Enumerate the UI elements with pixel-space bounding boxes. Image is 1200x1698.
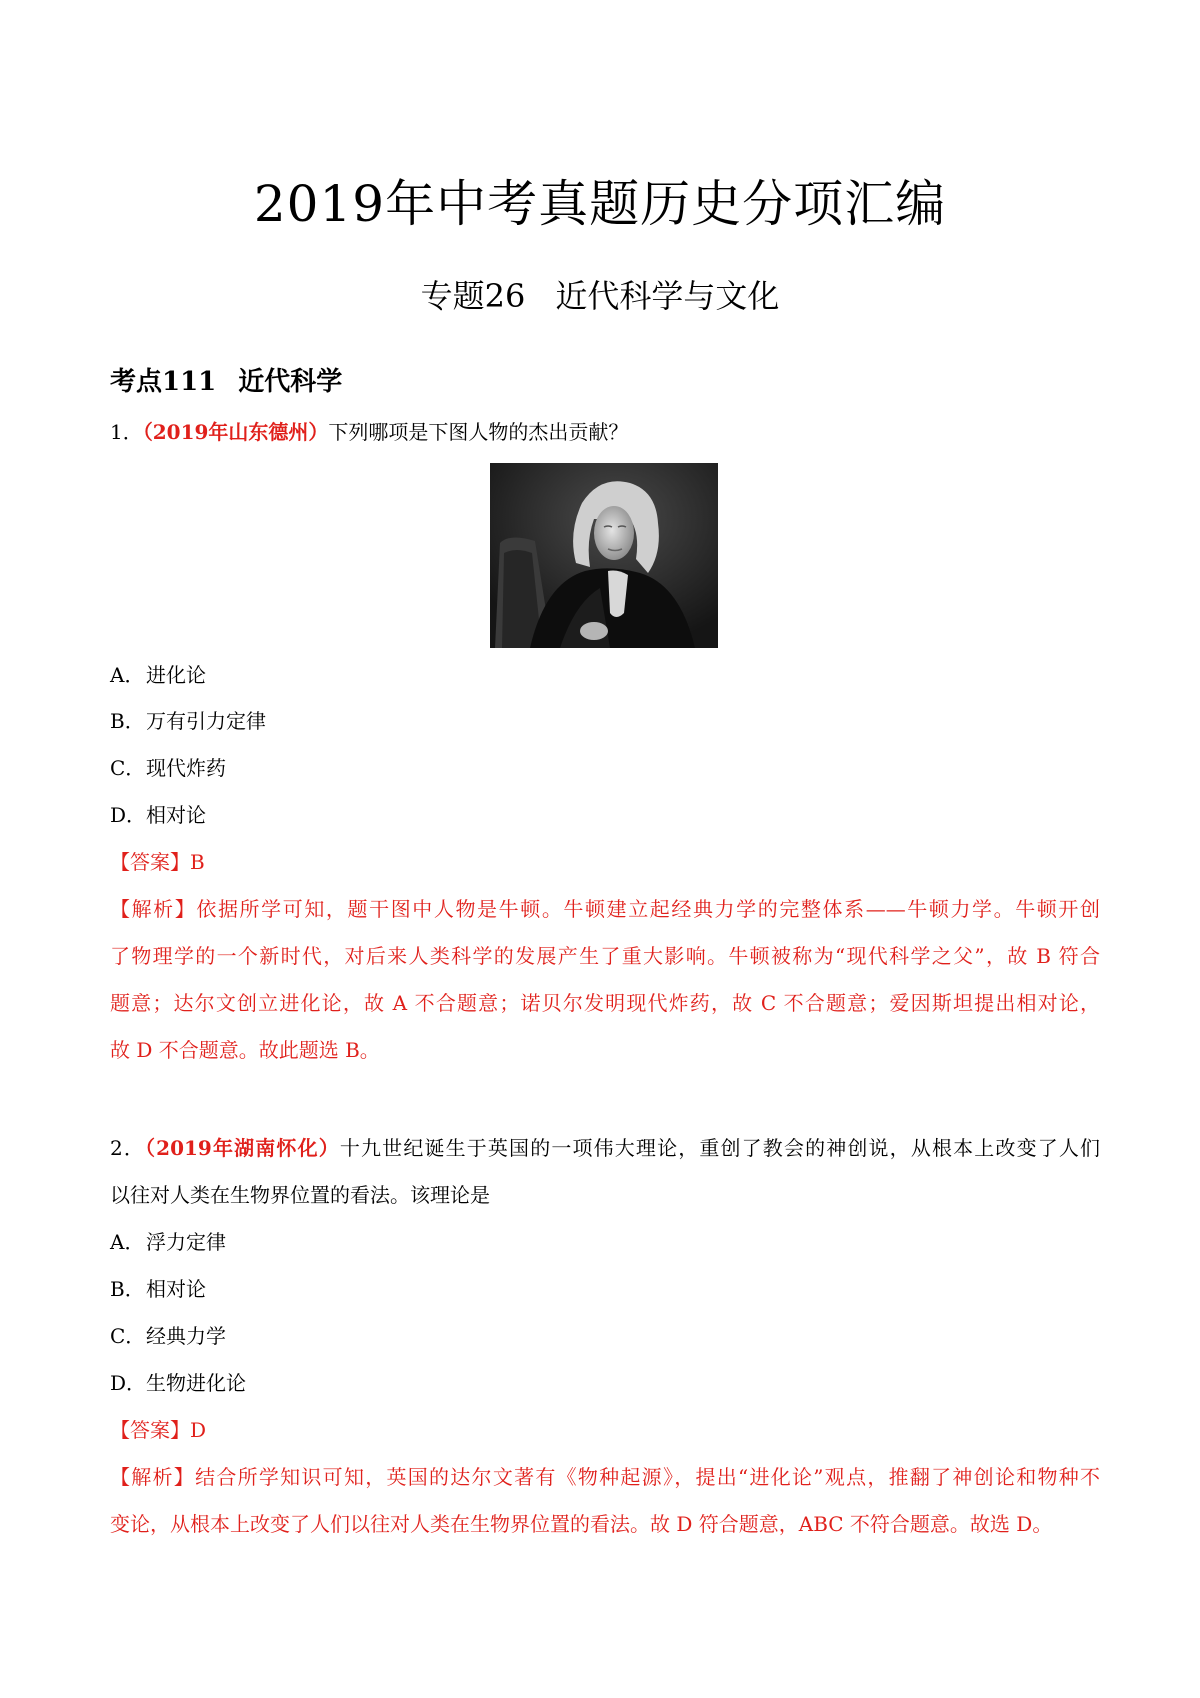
question-text: 十九世纪诞生于英国的一项伟大理论，重创了教会的神创说，从根本上改变了人们 bbox=[339, 1136, 1101, 1160]
option-a bbox=[110, 1227, 1100, 1257]
question-source: （2019年湖南怀化） bbox=[145, 1136, 340, 1160]
option-label: C． bbox=[110, 1324, 146, 1348]
option-d bbox=[110, 1368, 1100, 1398]
option-label: C． bbox=[110, 756, 146, 780]
answer: 【答案】D bbox=[110, 1418, 207, 1442]
answer: 【答案】B bbox=[110, 850, 205, 874]
topic-number: 专题26 bbox=[420, 277, 526, 315]
option-text: 相对论 bbox=[146, 1277, 206, 1301]
option-a bbox=[110, 660, 1100, 690]
option-c bbox=[110, 1321, 1100, 1351]
option-text: 生物进化论 bbox=[146, 1371, 246, 1395]
option-b bbox=[110, 1274, 1100, 1304]
question-source: （2019年山东德州） bbox=[142, 420, 329, 444]
question-text: 下列哪项是下图人物的杰出贡献？ bbox=[328, 420, 629, 444]
option-text: 进化论 bbox=[146, 663, 206, 687]
question-number: 1． bbox=[110, 420, 143, 444]
analysis-line: 了物理学的一个新时代，对后来人类科学的发展产生了重大影响。牛顿被称为“现代科学之父”，故 B 符合 bbox=[110, 944, 1100, 968]
option-d bbox=[110, 800, 1100, 830]
option-label: D． bbox=[110, 803, 147, 827]
option-c bbox=[110, 753, 1100, 783]
newton-portrait-image bbox=[490, 463, 718, 648]
question-1-stem bbox=[110, 417, 1100, 447]
topic-name: 近代科学与文化 bbox=[555, 277, 780, 315]
topic-subtitle bbox=[0, 274, 1200, 318]
analysis-text: 结合所学知识可知，英国的达尔文著有《物种起源》，提出“进化论”观点，推翻了神创论和物种不 bbox=[195, 1465, 1101, 1489]
analysis-line: 变论，从根本上改变了人们以往对人类在生物界位置的看法。故 D 符合题意，ABC 不符合题意。故选 D。 bbox=[110, 1512, 1053, 1536]
option-text: 浮力定律 bbox=[146, 1230, 226, 1254]
option-text: 经典力学 bbox=[146, 1324, 226, 1348]
section-code: 考点111 bbox=[110, 367, 217, 397]
document-title: 2019年中考真题历史分项汇编 bbox=[253, 175, 947, 233]
option-b bbox=[110, 706, 1100, 736]
option-label: B． bbox=[110, 1277, 145, 1301]
section-name: 近代科学 bbox=[238, 367, 343, 397]
analysis-line bbox=[110, 894, 1100, 924]
option-label: D． bbox=[110, 1371, 147, 1395]
question-number: 2． bbox=[110, 1136, 146, 1160]
section-heading bbox=[110, 362, 342, 402]
analysis-line: 故 D 不合题意。故此题选 B。 bbox=[110, 1038, 380, 1062]
option-label: A． bbox=[110, 1230, 145, 1254]
analysis-tag: 【解析】 bbox=[110, 897, 197, 921]
option-label: B． bbox=[110, 709, 145, 733]
question-2-stem bbox=[110, 1133, 1100, 1163]
analysis-line bbox=[110, 1462, 1100, 1492]
option-text: 现代炸药 bbox=[146, 756, 226, 780]
question-text-line: 以往对人类在生物界位置的看法。该理论是 bbox=[110, 1183, 490, 1207]
analysis-line: 题意；达尔文创立进化论，故 A 不合题意；诺贝尔发明现代炸药，故 C 不合题意；爱因斯坦提出相对论， bbox=[110, 991, 1100, 1015]
option-text: 相对论 bbox=[146, 803, 206, 827]
option-text: 万有引力定律 bbox=[146, 709, 266, 733]
analysis-tag: 【解析】 bbox=[110, 1465, 196, 1489]
analysis-text: 依据所学可知，题干图中人物是牛顿。牛顿建立起经典力学的完整体系——牛顿力学。牛顿开创 bbox=[196, 897, 1101, 921]
option-label: A． bbox=[110, 663, 145, 687]
